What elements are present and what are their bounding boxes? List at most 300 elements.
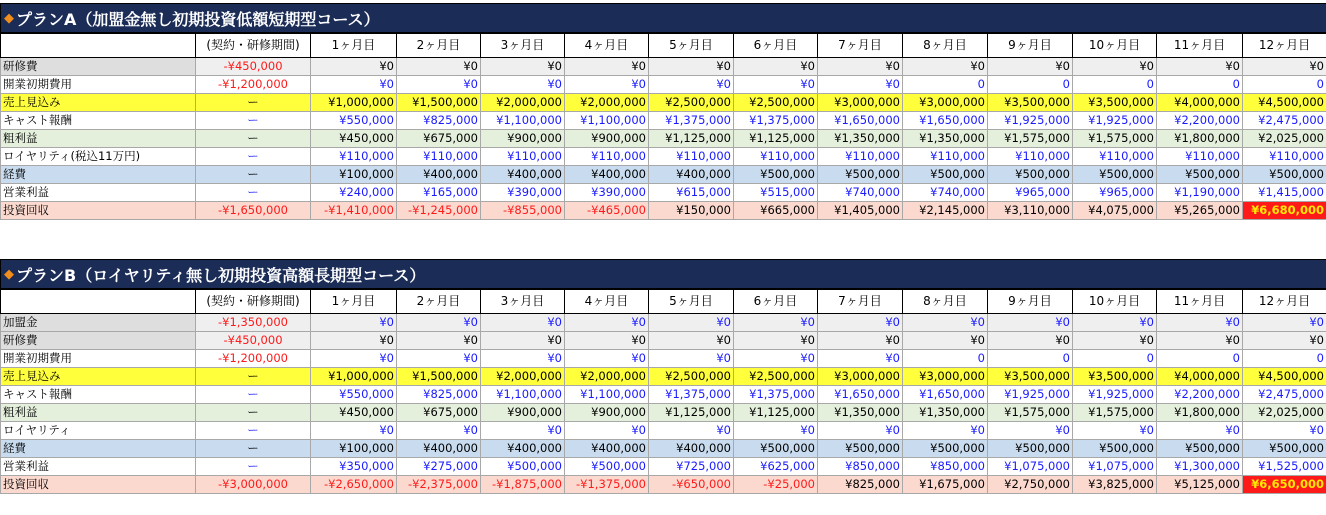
month-header: 5ヶ月目 [649,34,734,58]
table-row [1,350,1326,368]
month-value-cell: ¥0 [649,350,734,368]
month-value-cell: ¥1,650,000 [903,112,988,130]
month-value-cell: ¥400,000 [565,166,649,184]
month-value-cell: ¥2,500,000 [649,368,734,386]
month-value-cell: ¥0 [397,350,481,368]
month-header: 1ヶ月目 [311,34,397,58]
month-value-cell: ¥0 [903,422,988,440]
month-value-cell: ¥1,405,000 [818,202,903,220]
month-header: 6ヶ月目 [734,34,818,58]
month-value-cell: ¥0 [311,314,397,332]
month-value-cell: ¥725,000 [649,458,734,476]
month-value-cell: ¥1,375,000 [649,112,734,130]
month-value-cell: ¥0 [1243,422,1326,440]
plan-a-title-bar [0,3,1326,33]
row-label: 営業利益 [1,184,196,202]
month-value-cell: ¥2,000,000 [565,94,649,112]
row-label: 売上見込み [1,368,196,386]
month-value-cell: ¥0 [818,76,903,94]
initial-cost-cell: ー [196,148,311,166]
month-value-cell: ¥1,575,000 [1073,130,1157,148]
initial-cost-cell: ー [196,130,311,148]
month-value-cell: ¥550,000 [311,386,397,404]
initial-cost-cell: -¥1,350,000 [196,314,311,332]
row-label: 粗利益 [1,404,196,422]
month-value-cell: ¥400,000 [565,440,649,458]
month-value-cell: ¥1,100,000 [481,386,565,404]
month-value-cell: ¥500,000 [1243,440,1326,458]
month-header: 3ヶ月目 [481,34,565,58]
initial-cost-cell: ー [196,166,311,184]
month-value-cell: ¥0 [734,58,818,76]
month-value-cell: ¥3,825,000 [1073,476,1157,494]
month-value-cell: ¥675,000 [397,130,481,148]
header-row [1,290,1326,314]
month-value-cell: ¥3,500,000 [1073,94,1157,112]
month-value-cell: ¥4,075,000 [1073,202,1157,220]
initial-cost-cell: ー [196,386,311,404]
month-value-cell: ¥3,110,000 [988,202,1073,220]
month-value-cell: ¥625,000 [734,458,818,476]
month-value-cell: ¥2,000,000 [481,94,565,112]
month-value-cell: ¥0 [903,58,988,76]
month-value-cell: 0 [1157,76,1243,94]
month-header: 10ヶ月目 [1073,290,1157,314]
month-value-cell: ¥500,000 [565,458,649,476]
month-value-cell: ¥1,375,000 [649,386,734,404]
table-row [1,94,1326,112]
plan-a-table [0,33,1326,220]
month-value-cell: ¥4,000,000 [1157,368,1243,386]
month-value-cell: ¥450,000 [311,130,397,148]
month-value-cell: ¥1,800,000 [1157,130,1243,148]
month-value-cell: ¥0 [818,332,903,350]
table-row [1,314,1326,332]
month-value-cell: ¥0 [988,422,1073,440]
month-value-cell: ¥2,025,000 [1243,130,1326,148]
month-value-cell: ¥0 [481,76,565,94]
month-value-cell: ¥1,075,000 [988,458,1073,476]
month-value-cell: -¥25,000 [734,476,818,494]
month-value-cell: ¥965,000 [988,184,1073,202]
month-value-cell: ¥1,350,000 [818,404,903,422]
month-value-cell: ¥550,000 [311,112,397,130]
plan-b-table [0,289,1326,494]
month-value-cell: ¥2,475,000 [1243,112,1326,130]
table-row [1,148,1326,166]
month-value-cell: -¥855,000 [481,202,565,220]
month-value-cell: ¥0 [397,422,481,440]
month-value-cell: ¥900,000 [565,130,649,148]
diamond-icon: ◆ [4,266,14,282]
month-value-cell: ¥0 [1243,314,1326,332]
month-value-cell: ¥1,925,000 [988,112,1073,130]
month-value-cell: -¥2,650,000 [311,476,397,494]
month-value-cell: ¥0 [1157,332,1243,350]
month-value-cell: ¥500,000 [1073,166,1157,184]
month-value-cell: ¥0 [311,76,397,94]
month-value-cell: ¥0 [903,332,988,350]
month-value-cell: ¥275,000 [397,458,481,476]
initial-cost-cell: ー [196,94,311,112]
month-value-cell: ¥1,575,000 [988,130,1073,148]
month-value-cell: ¥3,000,000 [903,368,988,386]
month-value-cell: ¥2,200,000 [1157,386,1243,404]
month-header: 1ヶ月目 [311,290,397,314]
month-value-cell: ¥3,500,000 [988,368,1073,386]
month-header: 4ヶ月目 [565,290,649,314]
month-value-cell: ¥1,525,000 [1243,458,1326,476]
month-value-cell: -¥465,000 [565,202,649,220]
row-label: 研修費 [1,332,196,350]
month-value-cell: ¥900,000 [481,404,565,422]
month-value-cell: ¥0 [565,76,649,94]
month-header: 3ヶ月目 [481,290,565,314]
table-row [1,404,1326,422]
month-value-cell: ¥3,500,000 [988,94,1073,112]
row-label: 投資回収 [1,476,196,494]
month-value-cell: ¥1,100,000 [481,112,565,130]
table-row [1,112,1326,130]
month-value-cell: ¥1,300,000 [1157,458,1243,476]
month-value-cell: ¥1,100,000 [565,112,649,130]
month-value-cell: ¥0 [1073,422,1157,440]
month-value-cell: ¥110,000 [565,148,649,166]
month-value-cell: ¥165,000 [397,184,481,202]
month-value-cell: ¥390,000 [481,184,565,202]
month-value-cell: ¥2,500,000 [734,368,818,386]
month-value-cell: ¥5,265,000 [1157,202,1243,220]
month-value-cell: ¥0 [311,350,397,368]
table-row [1,422,1326,440]
month-value-cell: ¥0 [818,314,903,332]
month-value-cell: ¥1,350,000 [903,130,988,148]
month-value-cell: ¥0 [397,332,481,350]
row-label: 粗利益 [1,130,196,148]
month-value-cell: ¥0 [734,76,818,94]
month-value-cell: ¥390,000 [565,184,649,202]
plan-b-section [0,259,1326,494]
month-value-cell: ¥1,375,000 [734,386,818,404]
month-value-cell: ¥1,125,000 [734,404,818,422]
month-value-cell: ¥0 [311,422,397,440]
month-value-cell: 0 [988,76,1073,94]
initial-cost-cell: ー [196,458,311,476]
month-header: 12ヶ月目 [1243,290,1326,314]
month-value-cell: ¥400,000 [397,166,481,184]
month-value-cell: ¥2,200,000 [1157,112,1243,130]
month-value-cell: ¥1,350,000 [903,404,988,422]
month-value-cell: ¥0 [565,314,649,332]
initial-cost-cell: ー [196,422,311,440]
table-row [1,76,1326,94]
initial-cost-cell: ー [196,404,311,422]
month-header: 6ヶ月目 [734,290,818,314]
month-value-cell: ¥0 [481,422,565,440]
row-label: キャスト報酬 [1,112,196,130]
month-value-cell: ¥2,025,000 [1243,404,1326,422]
month-header: 9ヶ月目 [988,34,1073,58]
month-header: 5ヶ月目 [649,290,734,314]
month-value-cell: ¥675,000 [397,404,481,422]
month-value-cell: -¥1,375,000 [565,476,649,494]
month-value-cell: ¥150,000 [649,202,734,220]
month-value-cell: ¥110,000 [1157,148,1243,166]
month-value-cell: ¥3,000,000 [903,94,988,112]
month-value-cell: ¥1,190,000 [1157,184,1243,202]
plan-a-body [1,58,1326,220]
month-value-cell: ¥3,000,000 [818,368,903,386]
month-value-cell: ¥2,000,000 [481,368,565,386]
month-value-cell: ¥110,000 [481,148,565,166]
month-value-cell: ¥0 [397,314,481,332]
month-value-cell: 0 [903,350,988,368]
month-value-cell: ¥6,650,000 [1243,476,1326,494]
month-value-cell: ¥0 [311,58,397,76]
month-value-cell: ¥3,000,000 [818,94,903,112]
month-value-cell: ¥1,675,000 [903,476,988,494]
month-value-cell: ¥0 [818,58,903,76]
table-row [1,202,1326,220]
month-value-cell: ¥825,000 [818,476,903,494]
month-value-cell: ¥900,000 [481,130,565,148]
month-value-cell: ¥1,350,000 [818,130,903,148]
table-row [1,476,1326,494]
month-value-cell: ¥0 [734,350,818,368]
month-value-cell: ¥110,000 [1243,148,1326,166]
month-value-cell: ¥0 [1157,422,1243,440]
month-value-cell: ¥0 [1157,58,1243,76]
month-value-cell: -¥2,375,000 [397,476,481,494]
month-value-cell: ¥110,000 [988,148,1073,166]
month-value-cell: ¥2,750,000 [988,476,1073,494]
month-value-cell: ¥1,375,000 [734,112,818,130]
month-value-cell: ¥400,000 [481,166,565,184]
month-value-cell: ¥1,925,000 [1073,112,1157,130]
month-value-cell: ¥0 [734,422,818,440]
month-value-cell: ¥0 [734,314,818,332]
plan-a-title: プランA（加盟金無し初期投資低額短期型コース） [16,9,380,29]
row-label: ロイヤリティ(税込11万円) [1,148,196,166]
month-value-cell: ¥0 [649,314,734,332]
table-row [1,458,1326,476]
month-value-cell: ¥1,650,000 [818,386,903,404]
table-row [1,130,1326,148]
initial-cost-cell: ー [196,368,311,386]
month-header: 7ヶ月目 [818,290,903,314]
month-value-cell: ¥500,000 [1157,166,1243,184]
month-header: 8ヶ月目 [903,34,988,58]
month-value-cell: ¥0 [649,58,734,76]
row-label: 営業利益 [1,458,196,476]
month-value-cell: ¥1,075,000 [1073,458,1157,476]
month-value-cell: ¥0 [565,332,649,350]
month-value-cell: ¥1,575,000 [1073,404,1157,422]
month-value-cell: ¥0 [988,314,1073,332]
month-value-cell: ¥0 [565,422,649,440]
month-value-cell: ¥500,000 [988,166,1073,184]
row-label: 加盟金 [1,314,196,332]
month-value-cell: ¥500,000 [903,440,988,458]
plan-a-section [0,3,1326,220]
month-value-cell: ¥825,000 [397,112,481,130]
month-value-cell: ¥740,000 [818,184,903,202]
month-value-cell: ¥1,000,000 [311,368,397,386]
month-value-cell: ¥1,125,000 [734,130,818,148]
month-value-cell: ¥3,500,000 [1073,368,1157,386]
month-value-cell: ¥0 [903,314,988,332]
month-value-cell: ¥500,000 [818,166,903,184]
month-value-cell: ¥1,575,000 [988,404,1073,422]
month-value-cell: 0 [1243,76,1326,94]
month-value-cell: -¥1,245,000 [397,202,481,220]
table-row [1,368,1326,386]
month-value-cell: ¥1,125,000 [649,130,734,148]
month-value-cell: ¥515,000 [734,184,818,202]
month-value-cell: ¥615,000 [649,184,734,202]
month-value-cell: ¥100,000 [311,440,397,458]
month-value-cell: ¥110,000 [1073,148,1157,166]
month-value-cell: ¥500,000 [988,440,1073,458]
month-value-cell: ¥400,000 [649,440,734,458]
month-value-cell: ¥740,000 [903,184,988,202]
plan-b-title-bar [0,259,1326,289]
month-value-cell: ¥0 [1243,58,1326,76]
header-row [1,34,1326,58]
initial-cost-cell: ー [196,440,311,458]
month-value-cell: ¥500,000 [481,458,565,476]
brand-label: 【Delihelu Collection】 [1,34,196,58]
month-value-cell: ¥850,000 [903,458,988,476]
month-value-cell: ¥0 [1073,58,1157,76]
month-value-cell: ¥350,000 [311,458,397,476]
month-value-cell: ¥110,000 [734,148,818,166]
month-value-cell: ¥665,000 [734,202,818,220]
month-value-cell: ¥2,475,000 [1243,386,1326,404]
table-row [1,332,1326,350]
month-value-cell: ¥0 [1073,314,1157,332]
month-value-cell: ¥0 [311,332,397,350]
month-header: 8ヶ月目 [903,290,988,314]
row-label: 経費 [1,166,196,184]
month-value-cell: ¥4,500,000 [1243,368,1326,386]
diamond-icon: ◆ [4,10,14,26]
month-value-cell: ¥1,415,000 [1243,184,1326,202]
month-value-cell: 0 [1243,350,1326,368]
table-row [1,184,1326,202]
month-value-cell: ¥500,000 [1243,166,1326,184]
plan-b-body [1,314,1326,494]
month-value-cell: -¥1,410,000 [311,202,397,220]
month-value-cell: ¥965,000 [1073,184,1157,202]
month-value-cell: ¥1,650,000 [903,386,988,404]
month-value-cell: 0 [988,350,1073,368]
month-value-cell: ¥400,000 [397,440,481,458]
month-value-cell: ¥0 [565,350,649,368]
month-value-cell: ¥0 [397,76,481,94]
month-value-cell: -¥1,875,000 [481,476,565,494]
table-row [1,386,1326,404]
period-header: (契約・研修期間) [196,34,311,58]
row-label: ロイヤリティ [1,422,196,440]
month-header: 12ヶ月目 [1243,34,1326,58]
month-value-cell: ¥0 [481,332,565,350]
month-value-cell: ¥0 [1073,332,1157,350]
month-header: 4ヶ月目 [565,34,649,58]
month-value-cell: ¥240,000 [311,184,397,202]
initial-cost-cell: -¥3,000,000 [196,476,311,494]
month-value-cell: ¥100,000 [311,166,397,184]
initial-cost-cell: -¥450,000 [196,332,311,350]
month-value-cell: ¥1,650,000 [818,112,903,130]
row-label: 売上見込み [1,94,196,112]
month-value-cell: ¥0 [818,422,903,440]
month-value-cell: ¥1,500,000 [397,368,481,386]
month-value-cell: ¥0 [1243,332,1326,350]
month-value-cell: ¥1,800,000 [1157,404,1243,422]
month-value-cell: ¥500,000 [818,440,903,458]
month-value-cell: ¥1,100,000 [565,386,649,404]
month-value-cell: ¥0 [649,76,734,94]
initial-cost-cell: ー [196,112,311,130]
month-value-cell: ¥110,000 [649,148,734,166]
month-value-cell: -¥650,000 [649,476,734,494]
month-value-cell: ¥0 [481,350,565,368]
month-value-cell: 0 [1073,76,1157,94]
month-value-cell: ¥850,000 [818,458,903,476]
month-header: 7ヶ月目 [818,34,903,58]
month-value-cell: ¥1,925,000 [988,386,1073,404]
month-value-cell: ¥825,000 [397,386,481,404]
month-value-cell: ¥500,000 [734,440,818,458]
brand-label: 【Delihelu Collection】 [1,290,196,314]
table-row [1,166,1326,184]
row-label: 開業初期費用 [1,350,196,368]
month-value-cell: ¥110,000 [818,148,903,166]
month-header: 2ヶ月目 [397,34,481,58]
month-value-cell: ¥500,000 [1157,440,1243,458]
table-row [1,440,1326,458]
month-value-cell: 0 [903,76,988,94]
month-value-cell: ¥0 [649,332,734,350]
row-label: 研修費 [1,58,196,76]
table-row [1,58,1326,76]
month-value-cell: 0 [1157,350,1243,368]
month-value-cell: ¥2,000,000 [565,368,649,386]
month-value-cell: ¥110,000 [311,148,397,166]
month-value-cell: ¥2,500,000 [649,94,734,112]
month-value-cell: ¥5,125,000 [1157,476,1243,494]
month-value-cell: 0 [1073,350,1157,368]
month-value-cell: ¥0 [1157,314,1243,332]
month-value-cell: ¥0 [565,58,649,76]
month-value-cell: ¥500,000 [1073,440,1157,458]
initial-cost-cell: -¥1,650,000 [196,202,311,220]
row-label: 開業初期費用 [1,76,196,94]
month-header: 10ヶ月目 [1073,34,1157,58]
month-value-cell: ¥110,000 [903,148,988,166]
plan-b-title: プランB（ロイヤリティ無し初期投資高額長期型コース） [16,265,426,285]
month-value-cell: ¥400,000 [481,440,565,458]
month-header: 9ヶ月目 [988,290,1073,314]
month-value-cell: ¥2,145,000 [903,202,988,220]
month-value-cell: ¥0 [988,332,1073,350]
month-value-cell: ¥1,500,000 [397,94,481,112]
initial-cost-cell: -¥450,000 [196,58,311,76]
month-value-cell: ¥0 [397,58,481,76]
row-label: キャスト報酬 [1,386,196,404]
month-value-cell: ¥2,500,000 [734,94,818,112]
